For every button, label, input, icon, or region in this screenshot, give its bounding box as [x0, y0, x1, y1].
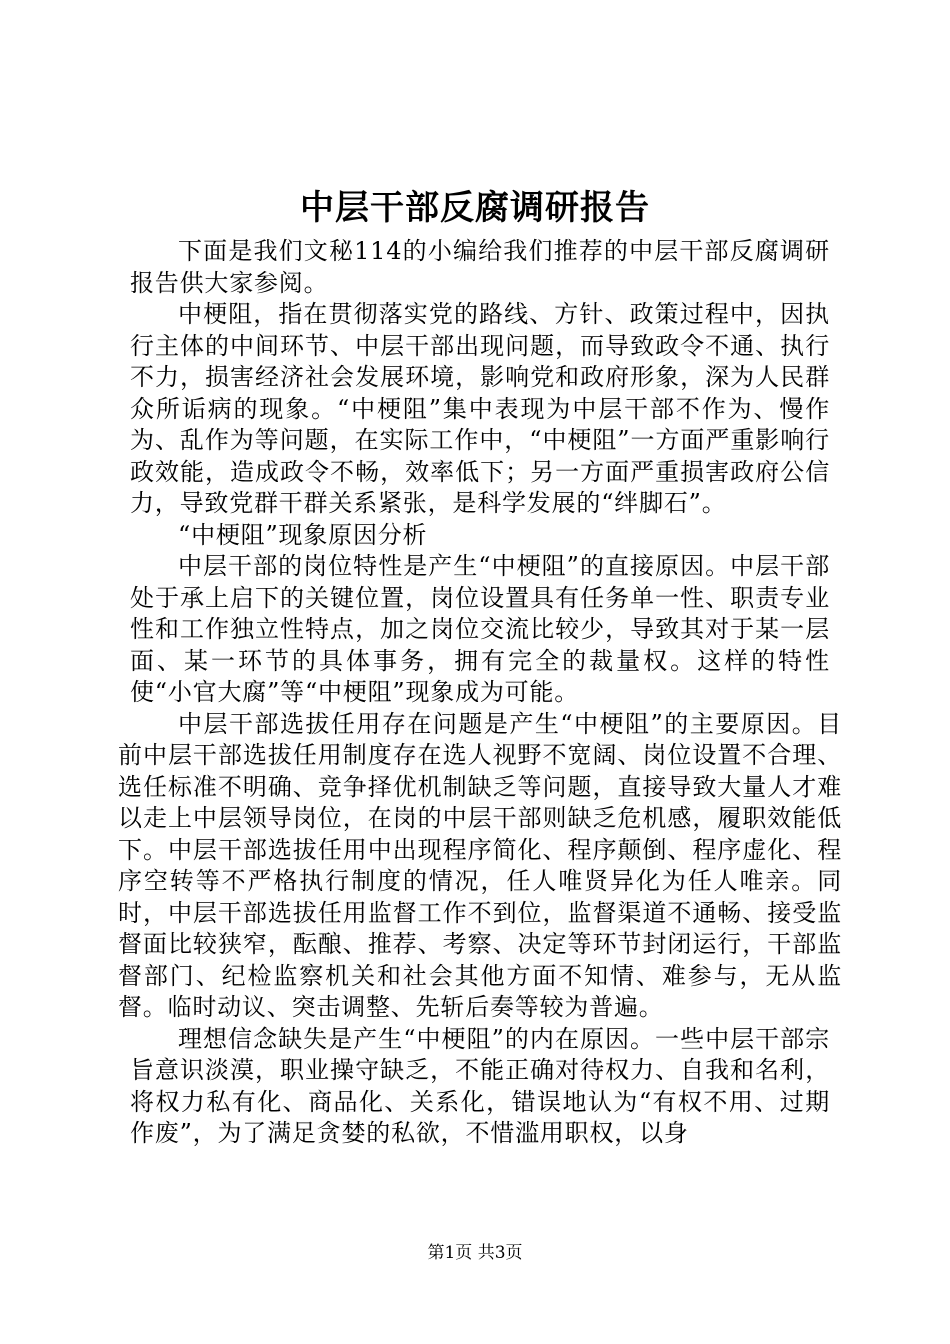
- paragraph-intro: 下面是我们文秘114的小编给我们推荐的中层干部反腐调研报告供大家参阅。: [130, 237, 830, 297]
- section-heading: “中梗阻”现象原因分析: [178, 520, 428, 549]
- paragraph-selection-cause: 中层干部选拔任用存在问题是产生“中梗阻”的主要原因。目前中层干部选拔任用制度存在选人视野不宽阔、岗位设置不合理、选任标准不明确、竞争择优机制缺乏等问题，直接导致大量人才难以走上中层领导岗位，在岗的中层干部则缺乏危机感，履职效能低下。中层干部选拔任用中出现程序简化、程序颠倒、程序虚化、程序空转等不严格执行制度的情况，任人唯贤异化为任人唯亲。同时，中层干部选拔任用监督工作不到位，监督渠道不通畅、接受监督面比较狭窄，酝酿、推荐、考察、决定等环节封闭运行，干部监督部门、纪检监察机关和社会其他方面不知情、难参与，无从监督。临时动议、突击调整、先斩后奏等较为普遍。: [118, 709, 842, 1021]
- paragraph-definition: 中梗阻，指在贯彻落实党的路线、方针、政策过程中，因执行主体的中间环节、中层干部出现问题，而导致政令不通、执行不力，损害经济社会发展环境，影响党和政府形象，深为人民群众所诟病的现象。“中梗阻”集中表现为中层干部不作为、慢作为、乱作为等问题，在实际工作中，“中梗阻”一方面严重影响行政效能，造成政令不畅，效率低下；另一方面严重损害政府公信力，导致党群干群关系紧张，是科学发展的“绊脚石”。: [130, 300, 830, 517]
- paragraph-belief-cause: 理想信念缺失是产生“中梗阻”的内在原因。一些中层干部宗旨意识淡漠，职业操守缺乏，不能正确对待权力、自我和名利，将权力私有化、商品化、关系化，错误地认为“有权不用、过期作废”，为了满足贪婪的私欲，不惜滥用职权，以身: [130, 1024, 830, 1147]
- document-body: [118, 236, 842, 1150]
- paragraph-position-cause: 中层干部的岗位特性是产生“中梗阻”的直接原因。中层干部处于承上启下的关键位置，岗位设置具有任务单一性、职责专业性和工作独立性特点，加之岗位交流比较少，导致其对于某一层面、某一环节的具体事务，拥有完全的裁量权。这样的特性使“小官大腐”等“中梗阻”现象成为可能。: [130, 552, 830, 706]
- document-title: 中层干部反腐调研报告: [300, 188, 650, 228]
- page-number-footer: 第1页 共3页: [427, 1243, 523, 1263]
